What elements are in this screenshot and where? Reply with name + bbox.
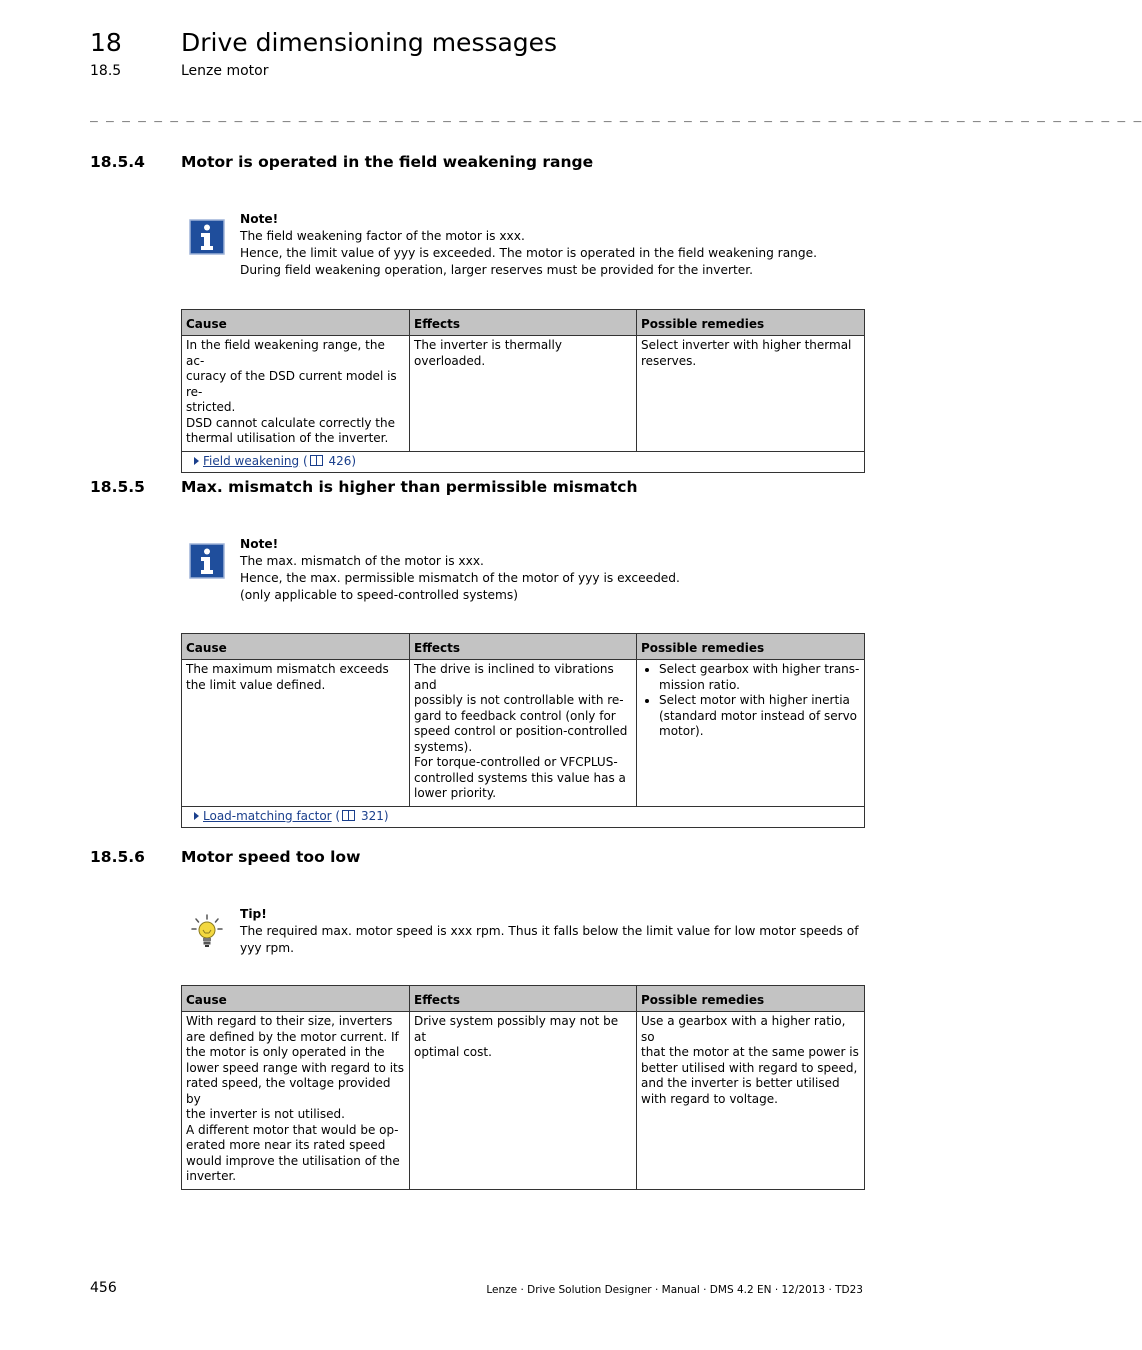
triangle-right-icon xyxy=(194,457,199,465)
column-header-cause: Cause xyxy=(182,634,410,660)
info-icon xyxy=(189,219,225,255)
cause-effects-table xyxy=(181,309,865,473)
column-header-effects: Effects xyxy=(410,634,637,660)
table-header-row xyxy=(182,634,865,660)
cross-reference: Field weakening ( 426) xyxy=(182,451,865,473)
note-line: During field weakening operation, larger reserves must be provided for the inverter. xyxy=(240,263,754,277)
table-header-row xyxy=(182,986,865,1012)
section-title: Motor is operated in the field weakening range xyxy=(181,153,594,171)
chapter-number: 18 xyxy=(90,28,122,57)
table-header-row xyxy=(182,310,865,336)
note-heading: Note! xyxy=(240,212,279,226)
column-header-remedies: Possible remedies xyxy=(637,634,865,660)
chapter-title: Drive dimensioning messages xyxy=(181,28,558,57)
note-heading: Note! xyxy=(240,537,279,551)
section-number: 18.5.4 xyxy=(90,153,145,171)
table-row xyxy=(182,336,865,452)
table-link-row xyxy=(182,451,865,473)
column-header-effects: Effects xyxy=(410,986,637,1012)
triangle-right-icon xyxy=(194,812,199,820)
note-line: (only applicable to speed-controlled systems) xyxy=(240,588,519,602)
header-separator: _ _ _ _ _ _ _ _ _ _ _ _ _ _ _ _ _ _ _ _ _ _ _ _ _ _ _ _ _ _ _ _ _ _ _ _ _ _ _ _ _ _ _ _ _ _ _ _ _ _ _ _ _ _ _ _ _ _ _ _ _ _ _ _ _ _ xyxy=(90,108,1142,123)
effects-cell: The drive is inclined to vibrations and possibly is not controllable with re- gard to feedback control (only for speed control or position-controlled systems). For torque-controlled or VFCPLUS- controlled systems this value has a lower priority. xyxy=(410,660,637,807)
note-line: The field weakening factor of the motor is xxx. xyxy=(240,229,525,243)
tip-box xyxy=(240,906,860,957)
book-icon xyxy=(310,455,323,466)
subchapter-number: 18.5 xyxy=(90,63,122,79)
page-reference[interactable]: 321 xyxy=(360,808,384,823)
remedies-cell xyxy=(637,660,865,807)
section-title: Motor speed too low xyxy=(181,848,361,866)
remedies-cell: Use a gearbox with a higher ratio, so that the motor at the same power is better utilised with regard to speed, and the inverter is better utilised with regard to voltage. xyxy=(637,1012,865,1190)
list-item: • Select motor with higher inertia (standard motor instead of servo motor). xyxy=(659,693,860,740)
remedies-cell: Select inverter with higher thermal reserves. xyxy=(637,336,865,452)
column-header-remedies: Possible remedies xyxy=(637,986,865,1012)
table-link-row xyxy=(182,806,865,828)
cause-cell: In the field weakening range, the ac- curacy of the DSD current model is re- stricted. DSD cannot calculate correctly the thermal utilisation of the inverter. xyxy=(182,336,410,452)
column-header-remedies: Possible remedies xyxy=(637,310,865,336)
column-header-cause: Cause xyxy=(182,986,410,1012)
remedies-list xyxy=(641,662,860,740)
note-box xyxy=(240,211,860,279)
lightbulb-icon xyxy=(189,913,225,951)
load-matching-factor-link[interactable]: Load-matching factor xyxy=(203,808,332,823)
section-number: 18.5.6 xyxy=(90,848,145,866)
note-line: The max. mismatch of the motor is xxx. xyxy=(240,554,484,568)
footer-text: Lenze · Drive Solution Designer · Manual · DMS 4.2 EN · 12/2013 · TD23 xyxy=(486,1284,863,1296)
cross-reference: Load-matching factor ( 321) xyxy=(182,806,865,828)
section-title: Max. mismatch is higher than permissible mismatch xyxy=(181,478,638,496)
effects-cell: Drive system possibly may not be at optimal cost. xyxy=(410,1012,637,1190)
column-header-effects: Effects xyxy=(410,310,637,336)
field-weakening-link[interactable]: Field weakening xyxy=(203,453,300,468)
column-header-cause: Cause xyxy=(182,310,410,336)
book-icon xyxy=(342,810,355,821)
subchapter-title: Lenze motor xyxy=(181,63,269,79)
tip-line: The required max. motor speed is xxx rpm. Thus it falls below the limit value for low motor speeds of xyxy=(240,924,859,938)
cause-cell: The maximum mismatch exceeds the limit value defined. xyxy=(182,660,410,807)
cause-effects-table xyxy=(181,985,865,1190)
cause-cell: With regard to their size, inverters are defined by the motor current. If the motor is only operated in the lower speed range with regard to its rated speed, the voltage provided by the inverter is not utilised. A different motor that would be op- erated more near its rated speed would improve the utilisation of the inverter. xyxy=(182,1012,410,1190)
note-box xyxy=(240,536,860,604)
cause-effects-table xyxy=(181,633,865,828)
page-number: 456 xyxy=(90,1280,117,1296)
tip-heading: Tip! xyxy=(240,907,267,921)
info-icon xyxy=(189,543,225,579)
tip-line: yyy rpm. xyxy=(240,941,295,955)
effects-cell: The inverter is thermally overloaded. xyxy=(410,336,637,452)
note-line: Hence, the max. permissible mismatch of the motor of yyy is exceeded. xyxy=(240,571,680,585)
page-reference[interactable]: 426 xyxy=(328,453,352,468)
note-line: Hence, the limit value of yyy is exceeded. The motor is operated in the field weakening range. xyxy=(240,246,817,260)
section-number: 18.5.5 xyxy=(90,478,145,496)
table-row xyxy=(182,1012,865,1190)
table-row xyxy=(182,660,865,807)
list-item: • Select gearbox with higher trans- mission ratio. xyxy=(659,662,860,693)
